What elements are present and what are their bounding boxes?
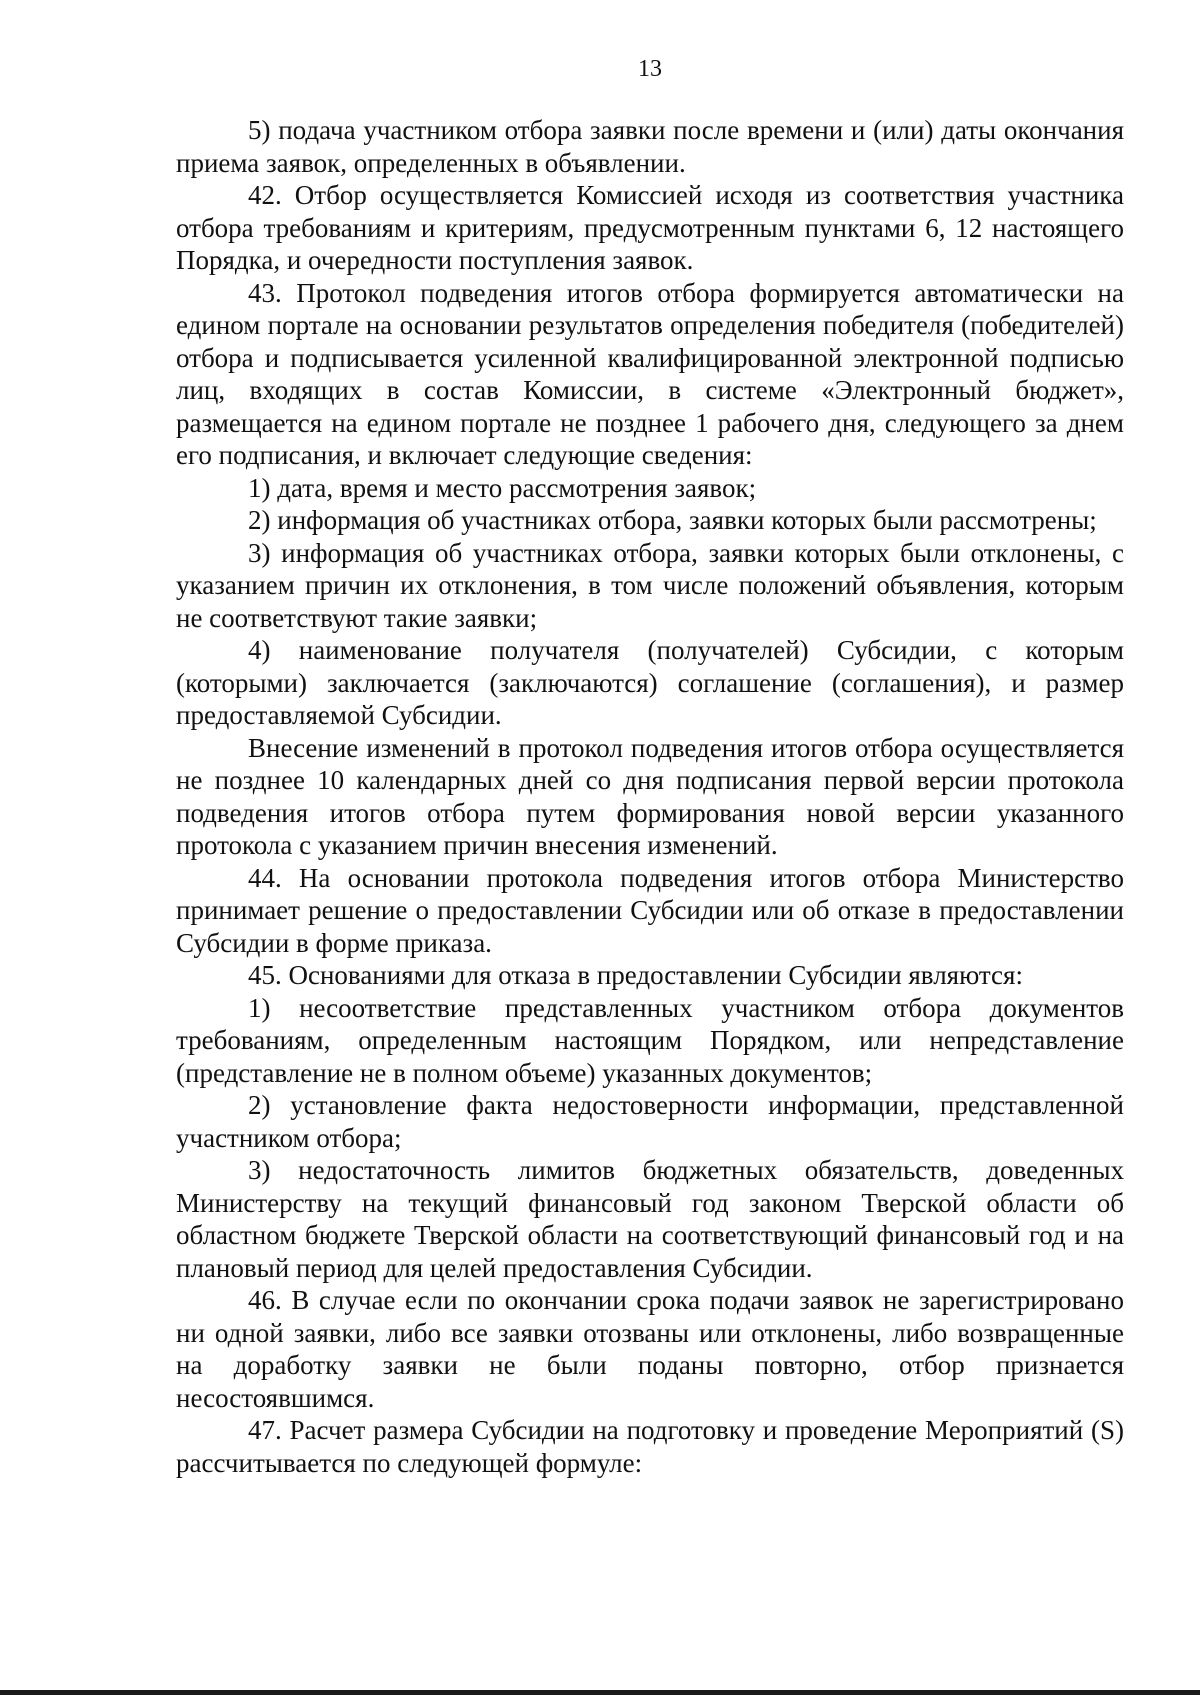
document-body — [176, 114, 1124, 1479]
paragraph-42: 42. Отбор осуществляется Комиссией исходя из соответствия участника отбора требованиям и критериям, предусмотренным пунктами 6, 12 настоящего Порядка, и очередности поступления заявок. — [176, 180, 1124, 275]
paragraph-43-item-3: 3) информация об участниках отбора, заявки которых были отклонены, с указанием причин их отклонения, в том числе положений объявления, которым не соответствуют такие заявки; — [176, 537, 1124, 633]
paragraph-item-5: 5) подача участником отбора заявки после времени и (или) даты окончания приема заявок, определенных в объявлении. — [176, 115, 1124, 178]
paragraph-47: 47. Расчет размера Субсидии на подготовку и проведение Мероприятий (S) рассчитывается по следующей формуле: — [176, 1415, 1124, 1478]
paragraph-43: 43. Протокол подведения итогов отбора формируется автоматически на едином портале на основании результатов определения победителя (победителей) отбора и подписывается усиленной квалифицированной электронной подписью лиц, входящих в состав Комиссии, в системе «Электронный бюджет», размещается на едином портале не позднее 1 рабочего дня, следующего за днем его подписания, и включает следующие сведения: — [176, 277, 1124, 470]
paragraph-43-item-4: 4) наименование получателя (получателей) Субсидии, с которым (которыми) заключается (заключаются) соглашение (соглашения), и размер предоставляемой Субсидии. — [176, 635, 1124, 730]
paragraph-43-item-1: 1) дата, время и место рассмотрения заявок; — [248, 472, 757, 503]
page-number: 13 — [638, 56, 662, 82]
paragraph-45-item-2: 2) установление факта недостоверности информации, представленной участником отбора; — [176, 1090, 1124, 1153]
scan-bottom-edge — [0, 1690, 1200, 1695]
paragraph-46: 46. В случае если по окончании срока подачи заявок не зарегистрировано ни одной заявки, либо все заявки отозваны или отклонены, либо возвращенные на доработку заявки не были поданы повторно, отбор признается несостоявшимся. — [176, 1285, 1124, 1413]
paragraph-43-amendments: Внесение изменений в протокол подведения итогов отбора осуществляется не позднее 10 календарных дней со дня подписания первой версии протокола подведения итогов отбора путем формирования новой версии указанного протокола с указанием причин внесения изменений. — [176, 732, 1124, 860]
paragraph-45-item-1: 1) несоответствие представленных участником отбора документов требованиям, определенным настоящим Порядком, или непредставление (представление не в полном объеме) указанных документов; — [176, 992, 1124, 1088]
paragraph-45-item-3: 3) недостаточность лимитов бюджетных обязательств, доведенных Министерству на текущий финансовый год законом Тверской области об областном бюджете Тверской области на соответствующий финансовый год и на плановый период для целей предоставления Субсидии. — [176, 1155, 1124, 1283]
paragraph-44: 44. На основании протокола подведения итогов отбора Министерство принимает решение о предоставлении Субсидии или об отказе в предоставлении Субсидии в форме приказа. — [176, 862, 1124, 958]
paragraph-45: 45. Основаниями для отказа в предоставлении Субсидии являются: — [248, 960, 1023, 990]
paragraph-43-item-2: 2) информация об участниках отбора, заявки которых были рассмотрены; — [248, 505, 1097, 535]
